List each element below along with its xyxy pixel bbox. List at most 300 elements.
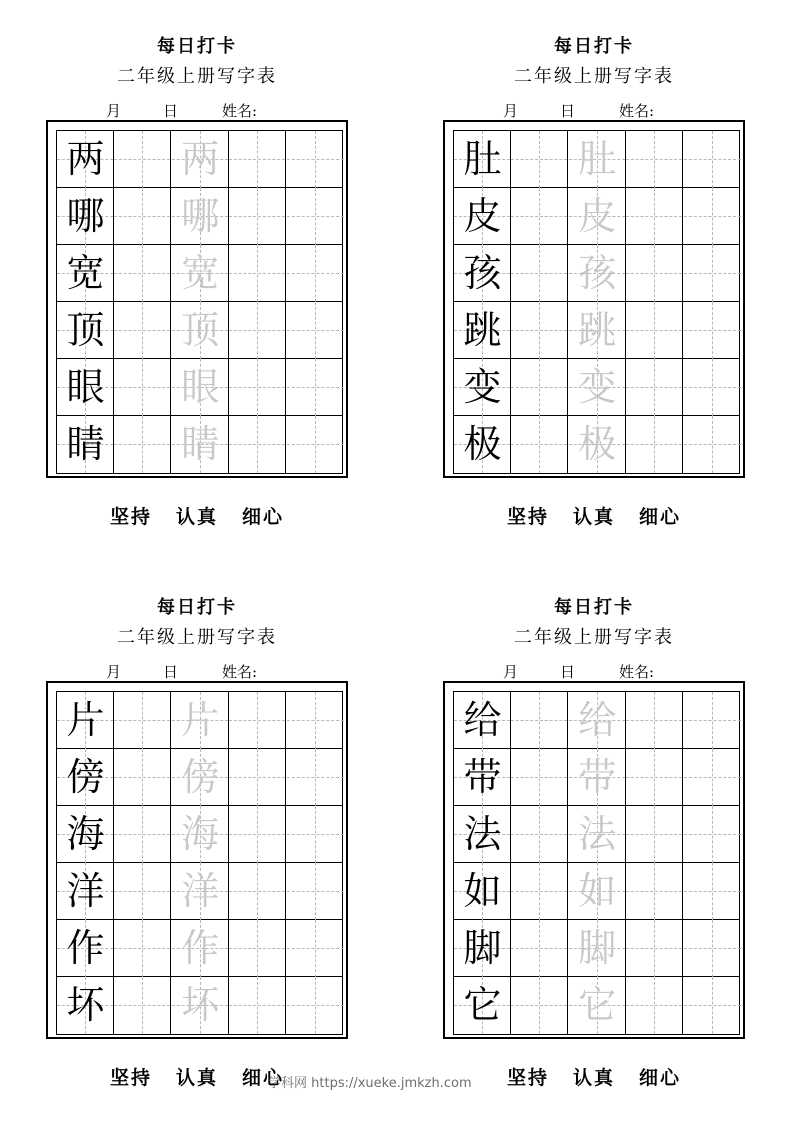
writing-cell[interactable] [57, 188, 114, 245]
grid-row [57, 245, 342, 302]
guide-line [257, 188, 258, 245]
guide-line [712, 359, 713, 416]
writing-cell[interactable] [684, 416, 741, 473]
writing-cell[interactable] [626, 359, 683, 416]
grid-row [454, 302, 739, 359]
grid-row [454, 920, 739, 977]
writing-cell[interactable] [287, 977, 344, 1034]
writing-cell[interactable] [626, 806, 683, 863]
writing-cell[interactable] [454, 806, 511, 863]
writing-cell[interactable] [569, 131, 626, 188]
writing-cell[interactable] [172, 188, 229, 245]
date-name-line [66, 661, 356, 681]
guide-line [315, 302, 316, 359]
date-name-line [463, 661, 753, 681]
guide-line [712, 188, 713, 245]
name-blank[interactable] [660, 106, 736, 121]
writing-cell[interactable] [684, 131, 741, 188]
writing-cell[interactable] [569, 977, 626, 1034]
grid-row [454, 806, 739, 863]
model-character: 跳 [463, 308, 502, 352]
guide-line [539, 692, 540, 749]
motto-word: 细心 [639, 1067, 682, 1089]
writing-cell[interactable] [229, 920, 286, 977]
writing-cell[interactable] [114, 749, 171, 806]
motto [443, 502, 745, 529]
writing-cell[interactable] [454, 977, 511, 1034]
name-blank[interactable] [660, 667, 736, 682]
sheet-title: 每日打卡 [554, 597, 634, 618]
writing-cell[interactable] [172, 359, 229, 416]
motto-word: 细心 [639, 506, 682, 528]
guide-line [712, 863, 713, 920]
guide-line [315, 749, 316, 806]
trace-character: 带 [578, 755, 617, 799]
tianzige-grid [56, 691, 343, 1035]
sheet-subtitle: 二年级上册写字表 [514, 66, 674, 87]
writing-cell[interactable] [229, 977, 286, 1034]
trace-character: 给 [578, 698, 617, 742]
writing-frame [443, 120, 745, 478]
trace-character: 皮 [578, 194, 617, 238]
model-character: 宽 [66, 251, 105, 295]
writing-frame [46, 120, 348, 478]
trace-character: 肚 [578, 137, 617, 181]
day-label: 日 [163, 102, 179, 120]
writing-cell[interactable] [287, 920, 344, 977]
model-character: 片 [66, 698, 105, 742]
guide-line [539, 188, 540, 245]
name-blank[interactable] [263, 667, 339, 682]
day-blank[interactable] [123, 106, 161, 121]
guide-line [315, 692, 316, 749]
guide-line [142, 188, 143, 245]
trace-character: 变 [578, 365, 617, 409]
writing-frame [443, 681, 745, 1039]
model-character: 两 [66, 137, 105, 181]
guide-line [654, 692, 655, 749]
writing-cell[interactable] [511, 977, 568, 1034]
writing-cell[interactable] [172, 749, 229, 806]
writing-cell[interactable] [114, 692, 171, 749]
tianzige-grid [56, 130, 343, 474]
model-character: 肚 [463, 137, 502, 181]
guide-line [257, 131, 258, 188]
model-character: 傍 [66, 755, 105, 799]
trace-character: 顶 [181, 308, 220, 352]
guide-line [257, 749, 258, 806]
guide-line [539, 863, 540, 920]
writing-cell[interactable] [57, 863, 114, 920]
sheet-subtitle: 二年级上册写字表 [514, 627, 674, 648]
day-label: 日 [560, 102, 576, 120]
writing-cell[interactable] [172, 977, 229, 1034]
writing-cell[interactable] [511, 188, 568, 245]
writing-cell[interactable] [569, 245, 626, 302]
watermark: 学科网 https://xueke.jmkzh.com [268, 1076, 472, 1091]
trace-character: 海 [181, 812, 220, 856]
writing-cell[interactable] [626, 977, 683, 1034]
day-label: 日 [560, 663, 576, 681]
trace-character: 眼 [181, 365, 220, 409]
writing-cell[interactable] [684, 920, 741, 977]
writing-cell[interactable] [57, 920, 114, 977]
guide-line [315, 806, 316, 863]
guide-line [712, 131, 713, 188]
grid-row [57, 188, 342, 245]
writing-cell[interactable] [626, 920, 683, 977]
writing-cell[interactable] [626, 131, 683, 188]
model-character: 带 [463, 755, 502, 799]
guide-line [315, 416, 316, 473]
writing-cell[interactable] [287, 749, 344, 806]
guide-line [654, 302, 655, 359]
grid-row [454, 692, 739, 749]
writing-cell[interactable] [454, 302, 511, 359]
writing-cell[interactable] [287, 806, 344, 863]
writing-cell[interactable] [57, 977, 114, 1034]
guide-line [712, 749, 713, 806]
writing-cell[interactable] [229, 863, 286, 920]
month-label: 月 [106, 663, 122, 681]
guide-line [539, 977, 540, 1034]
trace-character: 宽 [181, 251, 220, 295]
writing-cell[interactable] [511, 806, 568, 863]
guide-line [654, 749, 655, 806]
writing-cell[interactable] [229, 302, 286, 359]
writing-cell[interactable] [172, 302, 229, 359]
month-blank[interactable] [463, 106, 501, 121]
writing-cell[interactable] [626, 188, 683, 245]
model-character: 法 [463, 812, 502, 856]
model-character: 脚 [463, 926, 502, 970]
writing-cell[interactable] [114, 245, 171, 302]
guide-line [315, 245, 316, 302]
day-blank[interactable] [520, 667, 558, 682]
writing-cell[interactable] [569, 806, 626, 863]
motto-word: 认真 [572, 1067, 615, 1089]
model-character: 睛 [66, 422, 105, 466]
writing-cell[interactable] [626, 302, 683, 359]
writing-cell[interactable] [172, 416, 229, 473]
grid-row [454, 977, 739, 1034]
guide-line [142, 806, 143, 863]
guide-line [257, 359, 258, 416]
writing-cell[interactable] [172, 863, 229, 920]
guide-line [257, 920, 258, 977]
writing-cell[interactable] [454, 920, 511, 977]
model-character: 孩 [463, 251, 502, 295]
writing-cell[interactable] [511, 302, 568, 359]
writing-cell[interactable] [114, 359, 171, 416]
writing-cell[interactable] [229, 359, 286, 416]
trace-character: 坏 [181, 983, 220, 1027]
day-blank[interactable] [123, 667, 161, 682]
writing-cell[interactable] [454, 188, 511, 245]
guide-line [654, 806, 655, 863]
writing-cell[interactable] [569, 692, 626, 749]
guide-line [257, 416, 258, 473]
guide-line [712, 416, 713, 473]
writing-cell[interactable] [229, 692, 286, 749]
writing-cell[interactable] [626, 245, 683, 302]
month-blank[interactable] [66, 667, 104, 682]
model-character: 眼 [66, 365, 105, 409]
writing-cell[interactable] [287, 359, 344, 416]
writing-cell[interactable] [626, 863, 683, 920]
writing-cell[interactable] [114, 131, 171, 188]
grid-row [57, 749, 342, 806]
writing-cell[interactable] [229, 416, 286, 473]
guide-line [654, 359, 655, 416]
model-character: 海 [66, 812, 105, 856]
writing-cell[interactable] [569, 302, 626, 359]
motto-word: 细心 [242, 506, 285, 528]
grid-row [454, 359, 739, 416]
writing-cell[interactable] [511, 692, 568, 749]
writing-cell[interactable] [511, 131, 568, 188]
writing-cell[interactable] [57, 806, 114, 863]
writing-cell[interactable] [114, 977, 171, 1034]
tianzige-grid [453, 130, 740, 474]
guide-line [712, 692, 713, 749]
grid-row [57, 131, 342, 188]
writing-cell[interactable] [511, 359, 568, 416]
trace-character: 如 [578, 869, 617, 913]
writing-cell[interactable] [684, 188, 741, 245]
writing-cell[interactable] [57, 692, 114, 749]
writing-cell[interactable] [569, 863, 626, 920]
sheet-title: 每日打卡 [157, 36, 237, 57]
model-character: 极 [463, 422, 502, 466]
writing-cell[interactable] [569, 359, 626, 416]
guide-line [257, 692, 258, 749]
month-blank[interactable] [66, 106, 104, 121]
guide-line [257, 977, 258, 1034]
guide-line [539, 245, 540, 302]
writing-cell[interactable] [569, 920, 626, 977]
guide-line [712, 245, 713, 302]
name-label: 姓名: [619, 102, 655, 120]
guide-line [539, 131, 540, 188]
writing-cell[interactable] [684, 245, 741, 302]
trace-character: 作 [181, 926, 220, 970]
name-label: 姓名: [222, 663, 258, 681]
grid-row [57, 977, 342, 1034]
guide-line [712, 920, 713, 977]
guide-line [142, 920, 143, 977]
grid-row [454, 749, 739, 806]
writing-cell[interactable] [684, 977, 741, 1034]
guide-line [142, 359, 143, 416]
trace-character: 它 [578, 983, 617, 1027]
motto-word: 坚持 [109, 506, 152, 528]
guide-line [539, 806, 540, 863]
guide-line [315, 920, 316, 977]
name-blank[interactable] [263, 106, 339, 121]
writing-cell[interactable] [287, 863, 344, 920]
date-name-line [463, 100, 753, 120]
writing-cell[interactable] [454, 131, 511, 188]
grid-row [57, 920, 342, 977]
grid-row [57, 359, 342, 416]
writing-cell[interactable] [684, 302, 741, 359]
writing-cell[interactable] [454, 692, 511, 749]
guide-line [712, 806, 713, 863]
writing-cell[interactable] [287, 131, 344, 188]
trace-character: 孩 [578, 251, 617, 295]
guide-line [654, 131, 655, 188]
month-label: 月 [106, 102, 122, 120]
guide-line [315, 188, 316, 245]
writing-cell[interactable] [569, 749, 626, 806]
model-character: 哪 [66, 194, 105, 238]
writing-cell[interactable] [626, 692, 683, 749]
sheet-subtitle: 二年级上册写字表 [117, 66, 277, 87]
grid-row [57, 416, 342, 473]
day-label: 日 [163, 663, 179, 681]
motto-word: 认真 [175, 1067, 218, 1089]
writing-cell[interactable] [229, 245, 286, 302]
writing-cell[interactable] [511, 416, 568, 473]
guide-line [539, 749, 540, 806]
model-character: 它 [463, 983, 502, 1027]
writing-cell[interactable] [229, 749, 286, 806]
trace-character: 傍 [181, 755, 220, 799]
writing-cell[interactable] [229, 131, 286, 188]
writing-cell[interactable] [511, 920, 568, 977]
day-blank[interactable] [520, 106, 558, 121]
writing-cell[interactable] [57, 302, 114, 359]
writing-cell[interactable] [569, 188, 626, 245]
grid-row [454, 416, 739, 473]
writing-cell[interactable] [172, 131, 229, 188]
guide-line [142, 692, 143, 749]
model-character: 如 [463, 869, 502, 913]
date-name-line [66, 100, 356, 120]
writing-cell[interactable] [287, 302, 344, 359]
writing-cell[interactable] [626, 749, 683, 806]
motto-word: 认真 [572, 506, 615, 528]
writing-cell[interactable] [454, 749, 511, 806]
writing-cell[interactable] [454, 863, 511, 920]
trace-character: 极 [578, 422, 617, 466]
writing-cell[interactable] [684, 863, 741, 920]
trace-character: 法 [578, 812, 617, 856]
writing-cell[interactable] [684, 692, 741, 749]
guide-line [142, 416, 143, 473]
tianzige-grid [453, 691, 740, 1035]
guide-line [142, 749, 143, 806]
sheet-subtitle: 二年级上册写字表 [117, 627, 277, 648]
writing-cell[interactable] [114, 188, 171, 245]
motto-word: 认真 [175, 506, 218, 528]
guide-line [712, 977, 713, 1034]
writing-cell[interactable] [287, 692, 344, 749]
writing-cell[interactable] [229, 806, 286, 863]
grid-row [57, 302, 342, 359]
guide-line [257, 806, 258, 863]
model-character: 皮 [463, 194, 502, 238]
writing-cell[interactable] [511, 863, 568, 920]
grid-row [57, 692, 342, 749]
writing-cell[interactable] [57, 416, 114, 473]
guide-line [712, 302, 713, 359]
writing-cell[interactable] [229, 188, 286, 245]
writing-cell[interactable] [114, 302, 171, 359]
guide-line [539, 920, 540, 977]
guide-line [315, 863, 316, 920]
grid-row [454, 188, 739, 245]
guide-line [654, 245, 655, 302]
guide-line [654, 188, 655, 245]
trace-character: 两 [181, 137, 220, 181]
model-character: 变 [463, 365, 502, 409]
writing-cell[interactable] [114, 806, 171, 863]
writing-cell[interactable] [57, 245, 114, 302]
guide-line [142, 863, 143, 920]
writing-cell[interactable] [684, 749, 741, 806]
writing-frame [46, 681, 348, 1039]
motto [46, 502, 348, 529]
writing-cell[interactable] [57, 359, 114, 416]
guide-line [257, 245, 258, 302]
writing-cell[interactable] [626, 416, 683, 473]
model-character: 作 [66, 926, 105, 970]
guide-line [315, 359, 316, 416]
writing-cell[interactable] [114, 416, 171, 473]
writing-cell[interactable] [114, 920, 171, 977]
writing-cell[interactable] [684, 806, 741, 863]
writing-cell[interactable] [57, 131, 114, 188]
writing-cell[interactable] [57, 749, 114, 806]
writing-cell[interactable] [454, 245, 511, 302]
writing-cell[interactable] [511, 749, 568, 806]
writing-cell[interactable] [454, 359, 511, 416]
trace-character: 洋 [181, 869, 220, 913]
month-blank[interactable] [463, 667, 501, 682]
guide-line [257, 302, 258, 359]
motto-word: 坚持 [506, 1067, 549, 1089]
writing-cell[interactable] [684, 359, 741, 416]
writing-cell[interactable] [511, 245, 568, 302]
guide-line [654, 863, 655, 920]
writing-cell[interactable] [454, 416, 511, 473]
model-character: 坏 [66, 983, 105, 1027]
grid-row [454, 131, 739, 188]
trace-character: 片 [181, 698, 220, 742]
sheet-title: 每日打卡 [157, 597, 237, 618]
writing-cell[interactable] [569, 416, 626, 473]
motto-word: 细心 [242, 1067, 285, 1089]
writing-cell[interactable] [287, 416, 344, 473]
writing-cell[interactable] [172, 245, 229, 302]
motto-word: 坚持 [506, 506, 549, 528]
writing-cell[interactable] [172, 920, 229, 977]
grid-row [57, 863, 342, 920]
writing-cell[interactable] [287, 188, 344, 245]
model-character: 洋 [66, 869, 105, 913]
writing-cell[interactable] [287, 245, 344, 302]
writing-cell[interactable] [172, 692, 229, 749]
guide-line [539, 302, 540, 359]
writing-cell[interactable] [172, 806, 229, 863]
model-character: 给 [463, 698, 502, 742]
model-character: 顶 [66, 308, 105, 352]
writing-cell[interactable] [114, 863, 171, 920]
grid-row [454, 245, 739, 302]
trace-character: 哪 [181, 194, 220, 238]
